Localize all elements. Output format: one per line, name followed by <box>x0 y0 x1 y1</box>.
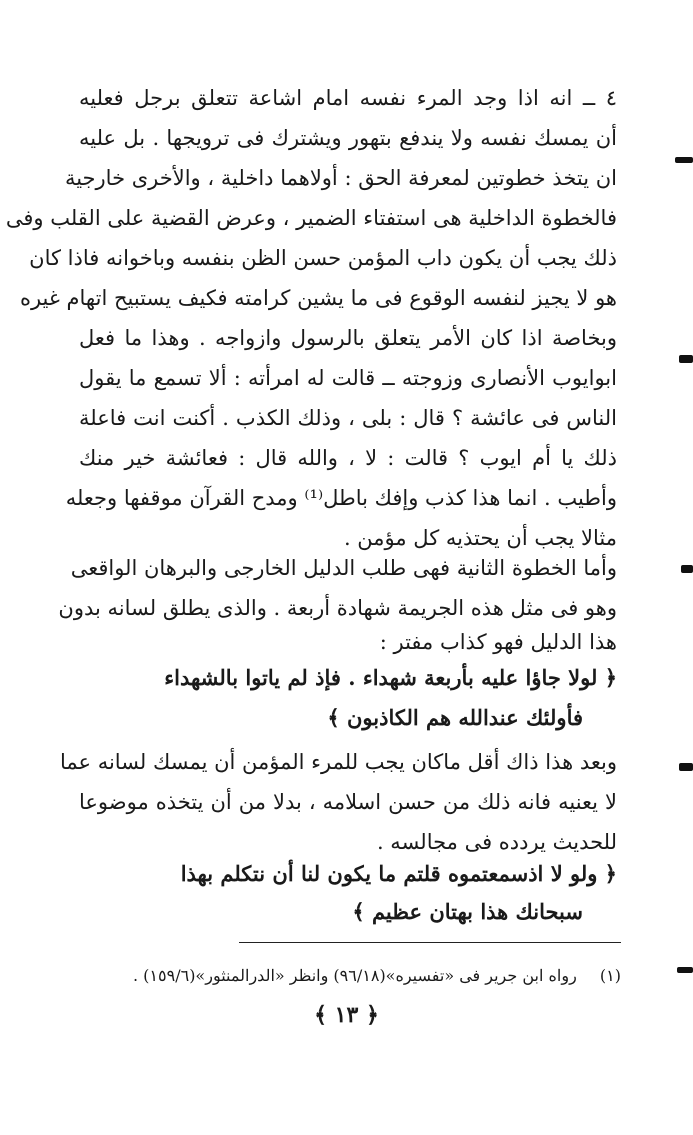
scan-edge-mark <box>679 763 693 771</box>
text-line: ٤ ــ انه اذا وجد المرء نفسه امام اشاعة تتعلق برجل فعليه <box>79 86 617 110</box>
footnote <box>61 962 621 990</box>
text-line: أن يمسك نفسه ولا يندفع بتهور ويشترك فى ترويجها . بل عليه <box>79 126 617 150</box>
text-line: ذلك يا أم ايوب ؟ قالت : لا ، والله قال : فعائشة خير منك <box>79 446 617 470</box>
text-line: هذا الدليل فهو كذاب مفتر : <box>379 630 617 654</box>
verse-line: فأولئك عندالله هم الكاذبون ﴾ <box>327 705 583 730</box>
scan-edge-mark <box>675 157 693 163</box>
text-line: ابوايوب الأنصارى وزوجته ــ قالت له امرأته : ألا تسمع ما يقول <box>79 366 617 390</box>
text-line: مثالا يجب أن يحتذيه كل مؤمن . <box>343 526 617 550</box>
scan-edge-mark <box>681 565 693 573</box>
text-line: الناس فى عائشة ؟ قال : بلى ، وذلك الكذب . أكنت انت فاعلة <box>79 406 617 430</box>
text-line: ذلك يجب أن يكون داب المؤمن حسن الظن بنفسه وباخوانه فاذا كان <box>29 246 617 270</box>
verse-line: ﴿ ولو لا اذسمعتموه قلتم ما يكون لنا أن نتكلم بهذا <box>180 861 617 886</box>
page-number: ﴿ ١٣ ﴾ <box>314 1002 379 1028</box>
text-line: وبخاصة اذا كان الأمر يتعلق بالرسول وازواجه . وهذا ما فعل <box>79 326 617 350</box>
scan-edge-mark <box>679 355 693 363</box>
text-line: هو لا يجيز لنفسه الوقوع فى ما يشين كرامته فكيف يستبيح اتهام غيره <box>19 286 617 310</box>
text-line: ان يتخذ خطوتين لمعرفة الحق : أولاهما داخلية ، والأخرى خارجية <box>64 166 617 190</box>
text-line: للحديث يردده فى مجالسه . <box>376 830 617 854</box>
text-line: وأطيب . انما هذا كذب وإفك باطل⁽¹⁾ ومدح القرآن موقفها وجعله <box>65 486 617 510</box>
verse-line: ﴿ لولا جاؤا عليه بأربعة شهداء . فإذ لم ياتوا بالشهداء <box>164 665 617 690</box>
text-line: فالخطوة الداخلية هى استفتاء الضمير ، وعرض القضية على القلب وفى <box>5 206 617 230</box>
scan-edge-mark <box>677 967 693 973</box>
text-line: وبعد هذا ذاك أقل ماكان يجب للمرء المؤمن أن يمسك لسانه عما <box>59 750 617 774</box>
text-line: لا يعنيه فانه ذلك من حسن اسلامه ، بدلا من أن يتخذه موضوعا <box>79 790 617 814</box>
text-line: وأما الخطوة الثانية فهى طلب الدليل الخارجى والبرهان الواقعى <box>70 556 617 580</box>
footnote-number: (١) <box>599 966 621 985</box>
verse-line: سبحانك هذا بهتان عظيم ﴾ <box>352 899 583 924</box>
footnote-divider <box>239 942 621 943</box>
footnote-text: رواه ابن جرير فى «تفسيره»(٩٦/١٨) وانظر «الدرالمنثور»(١٥٩/٦) . <box>133 966 577 985</box>
text-line: وهو فى مثل هذه الجريمة شهادة أربعة . والذى يطلق لسانه بدون <box>58 596 617 620</box>
